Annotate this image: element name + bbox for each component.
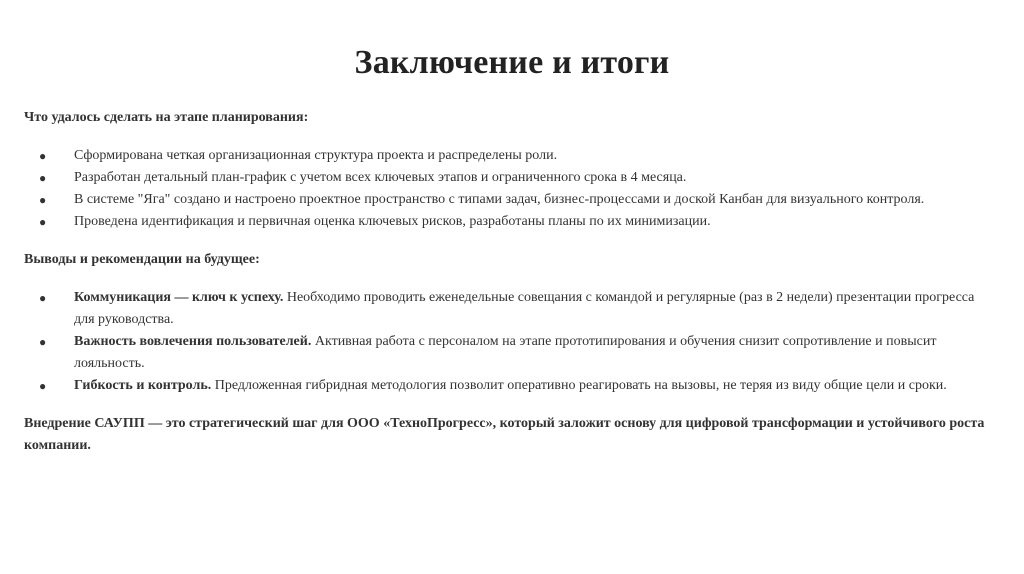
recommendations-list [24, 287, 994, 397]
section-heading-recommendations: Выводы и рекомендации на будущее: [24, 252, 260, 267]
bullet-icon: ● [39, 171, 47, 185]
bullet-icon: ● [39, 193, 47, 207]
list-item-text: Сформирована четкая организационная структура проекта и распределены роли. [74, 148, 558, 163]
list-item [24, 189, 994, 211]
list-item [24, 331, 994, 375]
list-item-text: Необходимо проводить еженедельные совещания с командой и регулярные (раз в 2 недели) презентации прогресса для руководства. [74, 290, 975, 327]
list-item [24, 167, 994, 189]
bullet-icon: ● [39, 379, 47, 393]
bullet-icon: ● [39, 291, 47, 305]
list-item-lead: Важность вовлечения пользователей. [74, 334, 312, 349]
list-item-text: Разработан детальный план-график с учетом всех ключевых этапов и ограниченного срока в 4 месяца. [74, 170, 687, 185]
bullet-icon: ● [39, 335, 47, 349]
slide-content [24, 107, 994, 457]
list-item [24, 287, 994, 331]
list-item-text: Проведена идентификация и первичная оценка ключевых рисков, разработаны планы по их минимизации. [74, 214, 711, 229]
achievements-list [24, 145, 994, 233]
conclusion-text: Внедрение САУПП — это стратегический шаг для ООО «ТехноПрогресс», который заложит основу для цифровой трансформации и устойчивого роста компании. [24, 416, 985, 453]
list-item [24, 375, 994, 397]
list-item [24, 145, 994, 167]
page-title: Заключение и итоги [354, 44, 670, 81]
list-item [24, 211, 994, 233]
list-item-text: В системе "Яга" создано и настроено проектное пространство с типами задач, бизнес-процессами и доской Канбан для визуального контроля. [74, 192, 925, 207]
list-item-lead: Гибкость и контроль. [74, 378, 212, 393]
list-item-lead: Коммуникация — ключ к успеху. [74, 290, 284, 305]
section-heading-achievements: Что удалось сделать на этапе планирования: [24, 110, 309, 125]
list-item-text: Предложенная гибридная методология позволит оперативно реагировать на вызовы, не теряя из виду общие цели и сроки. [211, 378, 947, 393]
bullet-icon: ● [39, 149, 47, 163]
list-item-text: Активная работа с персоналом на этапе прототипирования и обучения снизит сопротивление и повысит лояльность. [74, 334, 937, 371]
bullet-icon: ● [39, 215, 47, 229]
